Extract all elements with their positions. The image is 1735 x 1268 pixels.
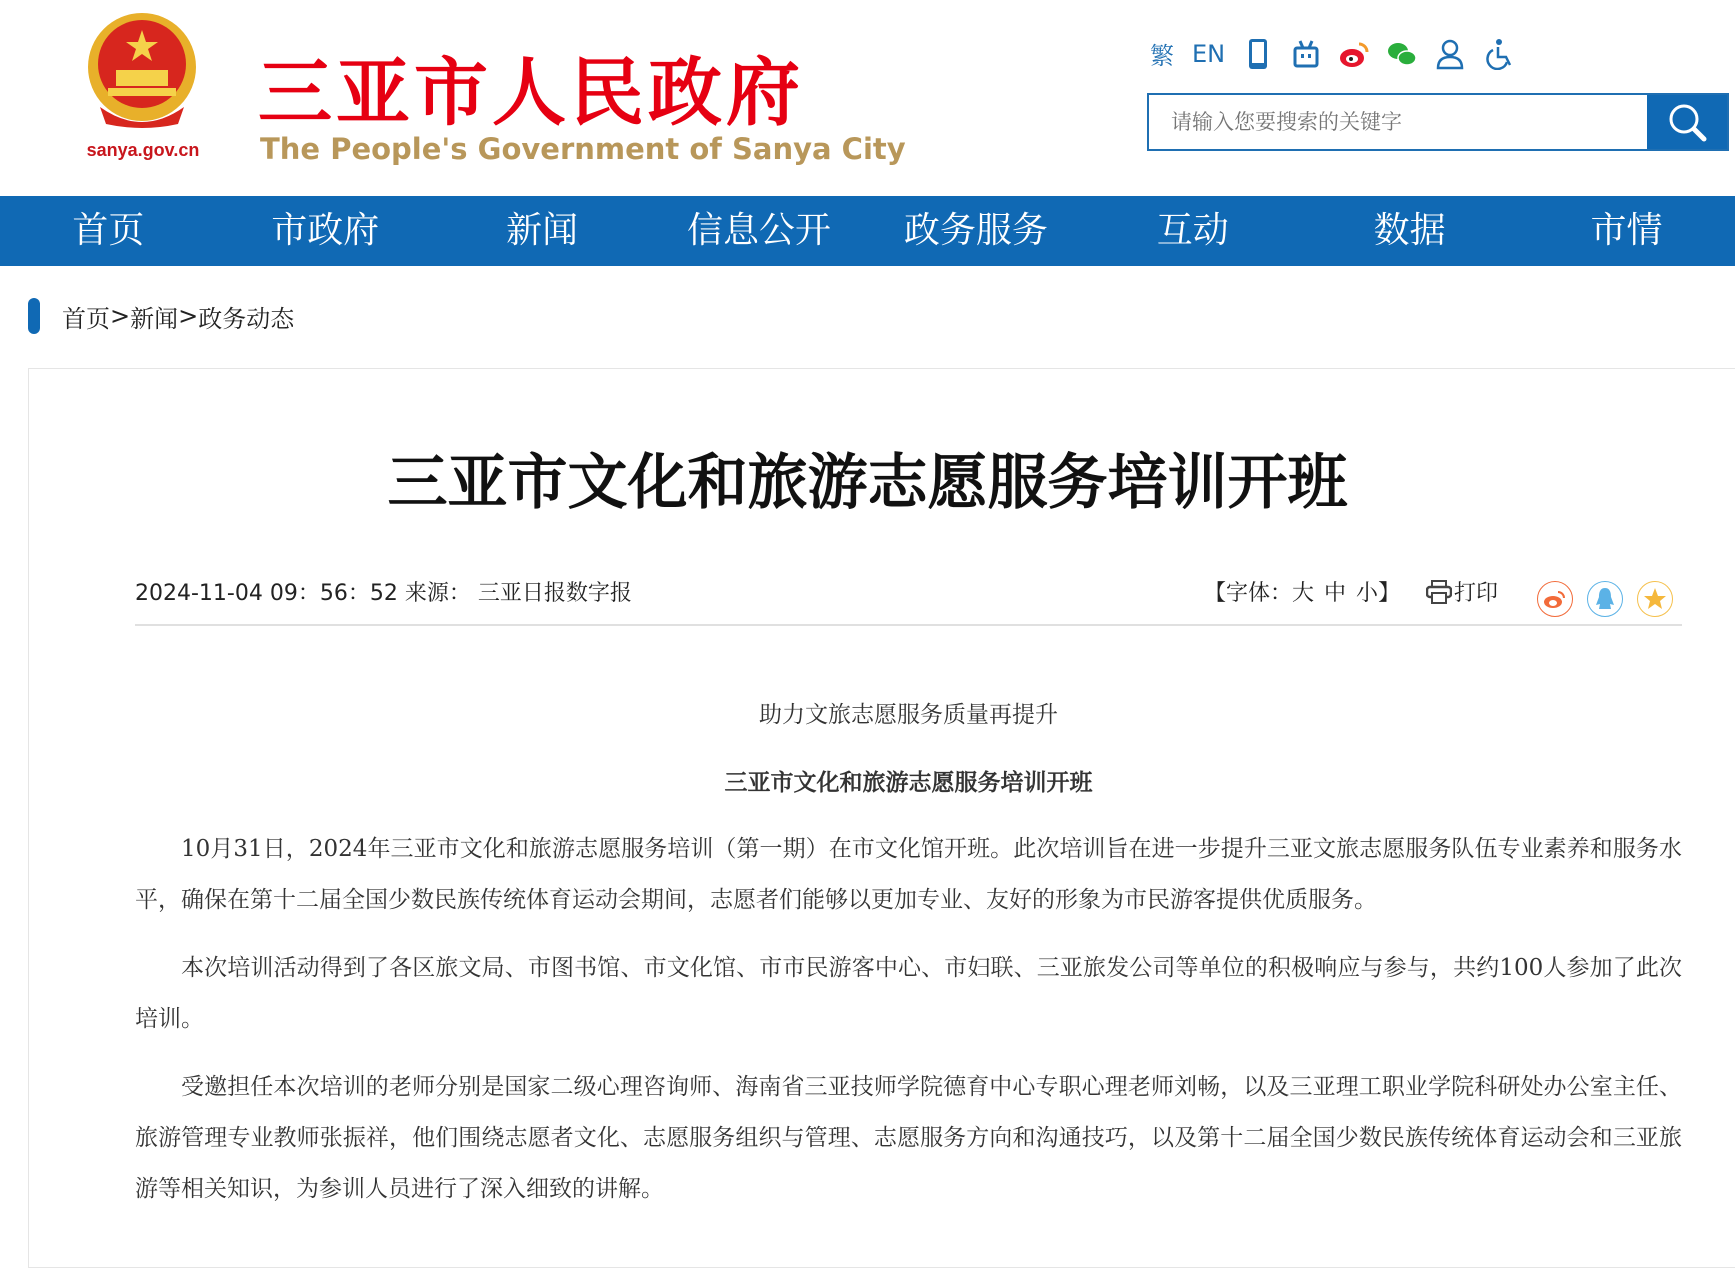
site-domain: sanya.gov.cn (86, 140, 200, 160)
search-button[interactable] (1647, 95, 1727, 149)
printer-icon (1426, 580, 1452, 604)
share-weibo-icon[interactable] (1537, 581, 1573, 617)
nav-home[interactable]: 首页 (72, 210, 145, 251)
main-nav (0, 196, 1735, 266)
accessibility-icon[interactable] (1483, 38, 1513, 70)
breadcrumb-separator: > (178, 302, 199, 330)
article-meta (135, 576, 632, 607)
breadcrumb (28, 298, 294, 334)
font-size-close: 】 (1378, 581, 1401, 606)
search-bar (1147, 93, 1729, 151)
search-input[interactable] (1149, 95, 1647, 149)
share-qzone-icon[interactable] (1637, 581, 1673, 617)
article-paragraph: 受邀担任本次培训的老师分别是国家二级心理咨询师、海南省三亚技师学院德育中心专职心理老师刘畅，以及三亚理工职业学院科研处办公室主任、旅游管理专业教师张振祥，他们围绕志愿者文化、志愿服务组织与管理、志愿服务方向和沟通技巧，以及第十二届全国少数民族传统体育运动会和三亚旅游等相关知识，为参训人员进行了深入细致的讲解。 (135, 1074, 1682, 1202)
wechat-icon[interactable] (1387, 38, 1417, 70)
share-qq-icon[interactable] (1587, 581, 1623, 617)
article-subtitle: 助力文旅志愿服务质量再提升 (759, 702, 1058, 728)
article-title: 三亚市文化和旅游志愿服务培训开班 (387, 448, 1348, 518)
nav-gov-services[interactable]: 政务服务 (903, 210, 1048, 251)
breadcrumb-home[interactable]: 首页 (62, 304, 110, 333)
weibo-icon[interactable] (1339, 38, 1369, 70)
user-icon[interactable] (1435, 38, 1465, 70)
meta-divider (135, 624, 1682, 626)
font-size-controls (1204, 576, 1400, 607)
nav-government[interactable]: 市政府 (271, 210, 380, 251)
site-header (0, 0, 1735, 196)
font-large-button[interactable]: 大 (1292, 581, 1315, 606)
share-buttons (1537, 581, 1673, 617)
source: 三亚日报数字报 (477, 581, 632, 606)
traditional-chinese-link[interactable]: 繁 (1150, 42, 1174, 70)
font-small-button[interactable]: 小 (1356, 581, 1379, 606)
nav-city-info[interactable]: 市情 (1590, 210, 1663, 251)
print-label: 打印 (1454, 581, 1499, 606)
article-heading: 三亚市文化和旅游志愿服务培训开班 (724, 769, 1093, 796)
breadcrumb-separator: > (110, 302, 131, 330)
breadcrumb-gov-news[interactable]: 政务动态 (198, 304, 295, 333)
header-tools (1150, 36, 1513, 71)
nav-data[interactable]: 数据 (1373, 210, 1446, 251)
nav-news[interactable]: 新闻 (506, 210, 579, 251)
mobile-icon[interactable] (1243, 38, 1273, 70)
nav-interaction[interactable]: 互动 (1156, 210, 1229, 251)
article-paragraph: 10月31日，2024年三亚市文化和旅游志愿服务培训（第一期）在市文化馆开班。此次培训旨在进一步提升三亚文旅志愿服务队伍专业素养和服务水平，确保在第十二届全国少数民族传统体育运动会期间，志愿者们能够以更加专业、友好的形象为市民游客提供优质服务。 (135, 836, 1682, 913)
breadcrumb-news[interactable]: 新闻 (130, 304, 179, 333)
source-label: 来源： (404, 581, 471, 606)
font-size-label: 【字体： (1204, 581, 1293, 606)
site-subtitle: The People's Government of Sanya City (260, 132, 906, 166)
english-link[interactable]: EN (1192, 39, 1226, 68)
breadcrumb-marker (28, 298, 40, 334)
article-paragraph: 本次培训活动得到了各区旅文局、市图书馆、市文化馆、市市民游客中心、市妇联、三亚旅发公司等单位的积极响应与参与，共约100人参加了此次培训。 (135, 955, 1682, 1032)
search-icon (1666, 101, 1708, 143)
article-body (135, 690, 1682, 1232)
site-title[interactable]: 三亚市人民政府 (258, 50, 804, 136)
font-medium-button[interactable]: 中 (1324, 581, 1347, 606)
national-emblem-logo[interactable] (80, 12, 204, 130)
print-button[interactable] (1426, 576, 1498, 607)
nav-info-disclosure[interactable]: 信息公开 (687, 210, 832, 251)
publish-date: 2024-11-04 09：56：52 (135, 581, 398, 606)
robot-icon[interactable] (1291, 38, 1321, 70)
